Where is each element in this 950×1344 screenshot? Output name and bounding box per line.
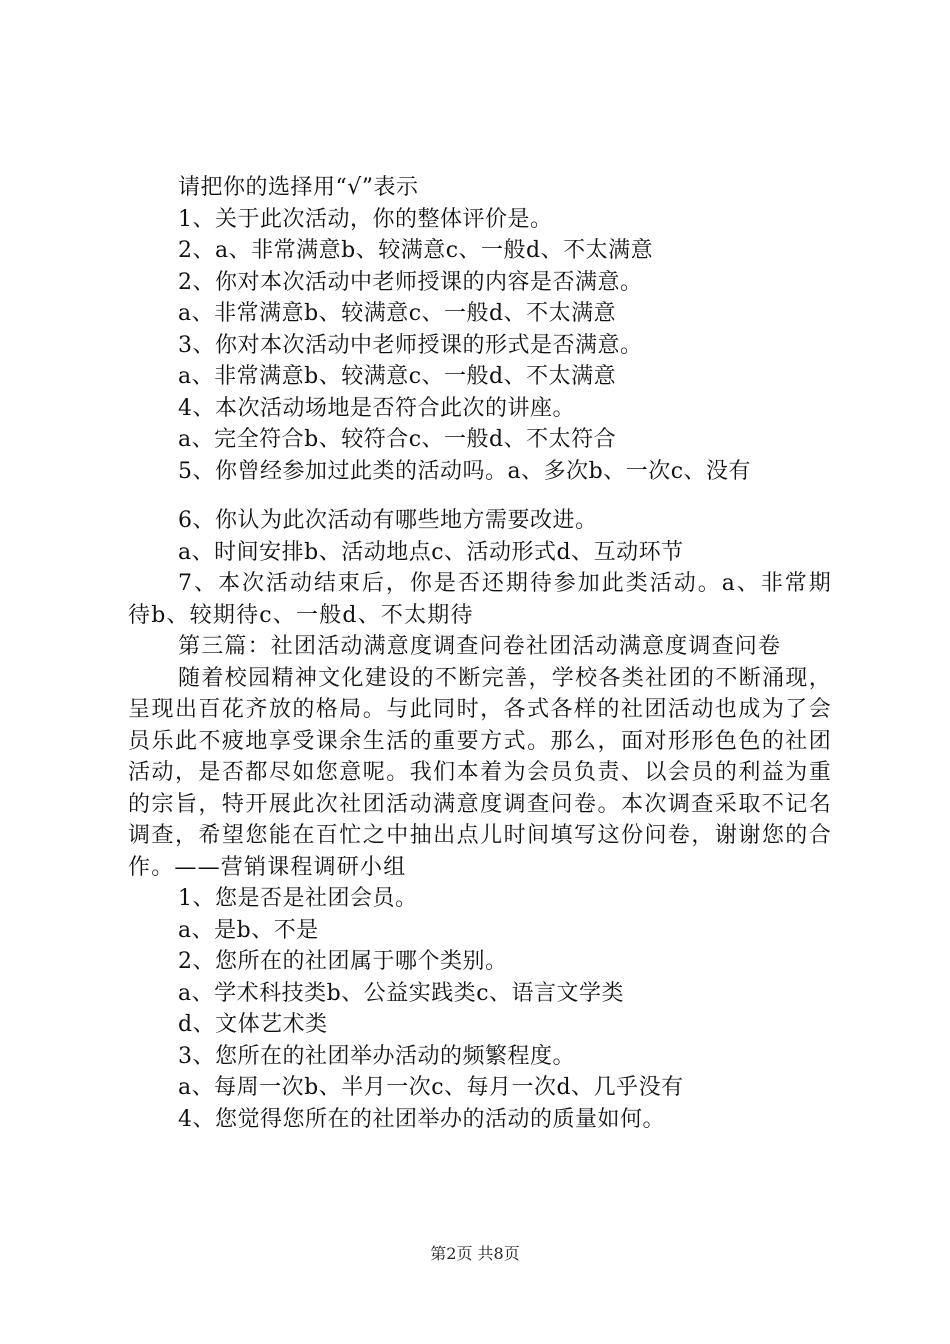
instruction-line: 请把你的选择用“√”表示 bbox=[178, 175, 419, 200]
question-1: 1、关于此次活动，你的整体评价是。 bbox=[178, 206, 553, 232]
survey-question-2-options: a、学术科技类b、公益实践类c、语言文学类 bbox=[178, 980, 625, 1006]
question-6: 6、你认为此次活动有哪些地方需要改进。 bbox=[178, 508, 598, 533]
question-4-options: a、完全符合b、较符合c、一般d、不太符合 bbox=[178, 427, 617, 452]
survey-question-3-options: a、每周一次b、半月一次c、每月一次d、几乎没有 bbox=[178, 1075, 684, 1100]
survey-question-2-options-cont: d、文体艺术类 bbox=[178, 1012, 328, 1037]
page-number: 第2页 共8页 bbox=[430, 1244, 520, 1263]
question-1-options: 2、a、非常满意b、较满意c、一般d、不太满意 bbox=[178, 238, 654, 263]
survey-question-4: 4、您觉得您所在的社团举办的活动的质量如何。 bbox=[178, 1106, 665, 1132]
spacer bbox=[128, 487, 832, 505]
question-3-options: a、非常满意b、较满意c、一般d、不太满意 bbox=[178, 364, 617, 389]
question-7: 7、本次活动结束后，你是否还期待参加此类活动。a、非常期待b、较期待c、一般d、不太期待 bbox=[128, 571, 832, 628]
document-body bbox=[128, 172, 832, 1135]
intro-paragraph: 随着校园精神文化建设的不断完善，学校各类社团的不断涌现，呈现出百花齐放的格局。与此同时，各式各样的社团活动也成为了会员乐此不疲地享受课余生活的重要方式。那么，面对形形色色的社团活动，是否都尽如您意呢。我们本着为会员负责、以会员的利益为重的宗旨，特开展此次社团活动满意度调查问卷。本次调查采取不记名调查，希望您能在百忙之中抽出点儿时间填写这份问卷，谢谢您的合作。——营销课程调研小组 bbox=[128, 665, 832, 880]
question-3: 3、你对本次活动中老师授课的形式是否满意。 bbox=[178, 332, 643, 358]
survey-question-1: 1、您是否是社团会员。 bbox=[178, 886, 418, 911]
question-2-options: a、非常满意b、较满意c、一般d、不太满意 bbox=[178, 301, 617, 326]
section-title: 第三篇：社团活动满意度调查问卷社团活动满意度调查问卷 bbox=[178, 634, 782, 659]
question-5: 5、你曾经参加过此类的活动吗。a、多次b、一次c、没有 bbox=[178, 458, 752, 484]
survey-question-3: 3、您所在的社团举办活动的频繁程度。 bbox=[178, 1043, 575, 1069]
survey-question-2: 2、您所在的社团属于哪个类别。 bbox=[178, 949, 508, 974]
survey-question-1-options: a、是b、不是 bbox=[178, 917, 319, 943]
question-4: 4、本次活动场地是否符合此次的讲座。 bbox=[178, 395, 575, 421]
question-6-options: a、时间安排b、活动地点c、活动形式d、互动环节 bbox=[178, 539, 684, 565]
question-2: 2、你对本次活动中老师授课的内容是否满意。 bbox=[178, 269, 643, 295]
